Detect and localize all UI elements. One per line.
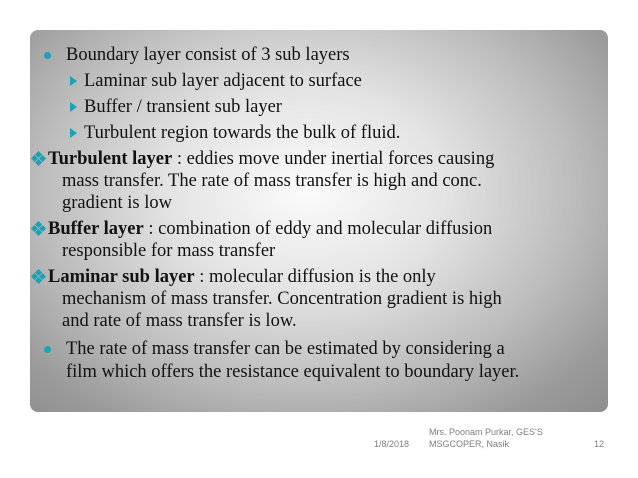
round-bullet-icon bbox=[44, 346, 51, 353]
definition-text: mass transfer. The rate of mass transfer is high and conc. bbox=[62, 171, 482, 191]
diamond-bullet-icon bbox=[32, 152, 45, 165]
bullet-text: film which offers the resistance equivalent to boundary layer. bbox=[66, 362, 520, 382]
footer-date: 1/8/2018 bbox=[374, 439, 410, 449]
sub-bullet-text: Laminar sub layer adjacent to surface bbox=[84, 71, 362, 91]
footer-author-line1: Mrs. Poonam Purkar, GES'S bbox=[429, 427, 543, 437]
diamond-bullet-icon bbox=[32, 222, 45, 235]
bullet-line bbox=[48, 266, 436, 288]
definition-text: responsible for mass transfer bbox=[62, 241, 276, 261]
bullet-text: Boundary layer consist of 3 sub layers bbox=[66, 45, 350, 65]
bullet-line bbox=[48, 218, 492, 240]
footer-author-line2: MSGCOPER, Nasik bbox=[429, 439, 510, 449]
definition-text: mechanism of mass transfer. Concentration gradient is high bbox=[62, 289, 502, 309]
definition-text: : eddies move under inertial forces causing bbox=[172, 149, 495, 169]
arrow-bullet-icon bbox=[70, 76, 77, 86]
sub-bullet-text: Turbulent region towards the bulk of fluid. bbox=[84, 123, 401, 143]
definition-text: and rate of mass transfer is low. bbox=[62, 311, 297, 331]
term-laminar-sub-layer: Laminar sub layer bbox=[48, 267, 195, 287]
definition-text: : molecular diffusion is the only bbox=[194, 267, 436, 287]
bullet-line bbox=[48, 148, 494, 170]
slide-number: 12 bbox=[594, 439, 605, 449]
term-buffer-layer: Buffer layer bbox=[48, 219, 144, 239]
arrow-bullet-icon bbox=[70, 128, 77, 138]
definition-text: gradient is low bbox=[62, 193, 172, 213]
bullet-text: The rate of mass transfer can be estimated by considering a bbox=[66, 339, 505, 359]
round-bullet-icon bbox=[44, 52, 51, 59]
sub-bullet-text: Buffer / transient sub layer bbox=[84, 97, 282, 117]
definition-text: : combination of eddy and molecular diffusion bbox=[143, 219, 493, 239]
term-turbulent-layer: Turbulent layer bbox=[48, 149, 173, 169]
diamond-bullet-icon bbox=[32, 270, 45, 283]
slide-content-panel bbox=[30, 30, 608, 412]
arrow-bullet-icon bbox=[70, 102, 77, 112]
